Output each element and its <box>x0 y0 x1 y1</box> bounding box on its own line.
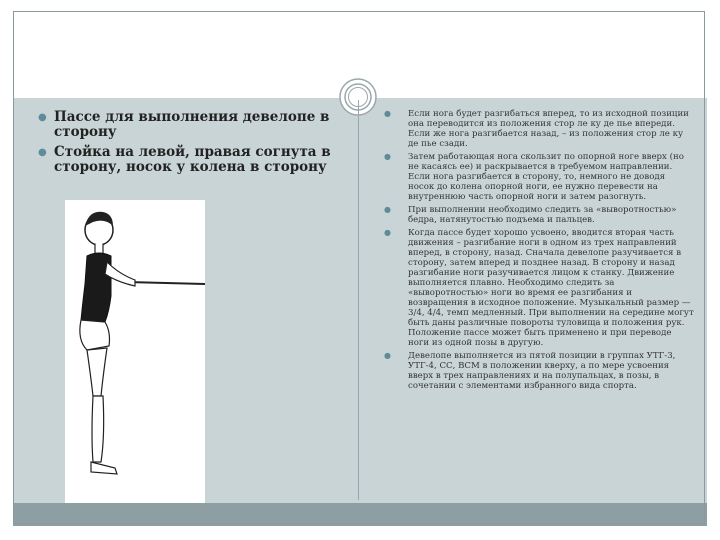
bullet-icon: ● <box>384 109 391 118</box>
bullet-icon: ● <box>38 112 47 123</box>
bullet-icon: ● <box>384 152 391 161</box>
column-divider <box>358 100 359 500</box>
bottom-bar <box>13 503 707 526</box>
bullet-text: При выполнении необходимо следить за «выворотностью» бедра, натянутостью подъема и пальцев. <box>408 205 677 225</box>
bullet-text: Когда пассе будет хорошо усвоено, вводится вторая часть движения – разгибание ноги в одном из трех направлений вперед, в сторону, назад. Сначала девелопе разучивается в сторону, затем вперед и позднее назад. В сторону и назад разгибание ноги разучивается лицом к станку. Движение выполняется плавно. Необходимо следить за «выворотностью» ноги во время ее разгибания и возвращения в исходное положение. Музыкальный размер —3/4, 4/4, темп медленный. При выполнении на середине могут быть даны различные повороты туловища и положения рук. Положение пассе может быть применено и при переводе ноги из одной позы в другую. <box>408 228 694 348</box>
bullet-text: Затем работающая нога скользит по опорной ноге вверх (но не касаясь ее) и раскрывается в требуемом направлении. Если нога разгибается в сторону, то, немного не доводя носок до колена опорной ноги, ее нужно перевести на внутреннюю часть опорной ноги и затем разогнуть. <box>408 152 684 202</box>
right-bullet-list <box>384 109 694 394</box>
bullet-icon: ● <box>384 205 391 214</box>
bullet-text: Если нога будет разгибаться вперед, то из исходной позиции она переводится из положения стор ле ку де пье впереди. Если же нога разгибается назад, – из положения стор ле ку де пье сзади. <box>408 109 689 149</box>
list-item <box>384 228 694 348</box>
list-item <box>384 205 694 225</box>
list-item <box>38 110 343 140</box>
bullet-text: Девелопе выполняется из пятой позиции в группах УТГ-3, УТГ-4, СС, ВСМ в положении кверху, а по мере усвоения вверх в трех направлениях и на полупальцах, в позы, в сочетании с элементами избранного вида спорта. <box>408 351 676 391</box>
list-item <box>384 109 694 149</box>
bullet-text: Пассе для выполнения девелопе в сторону <box>54 109 330 140</box>
dancer-at-barre-icon <box>65 200 205 503</box>
list-item <box>384 351 694 391</box>
bullet-text: Стойка на левой, правая согнута в сторону, носок у колена в сторону <box>54 144 331 175</box>
list-item <box>384 152 694 202</box>
dancer-figure <box>65 200 205 503</box>
bullet-icon: ● <box>38 147 47 158</box>
left-bullet-list <box>38 110 343 180</box>
list-item <box>38 145 343 175</box>
bullet-icon: ● <box>384 228 391 237</box>
bullet-icon: ● <box>384 351 391 360</box>
